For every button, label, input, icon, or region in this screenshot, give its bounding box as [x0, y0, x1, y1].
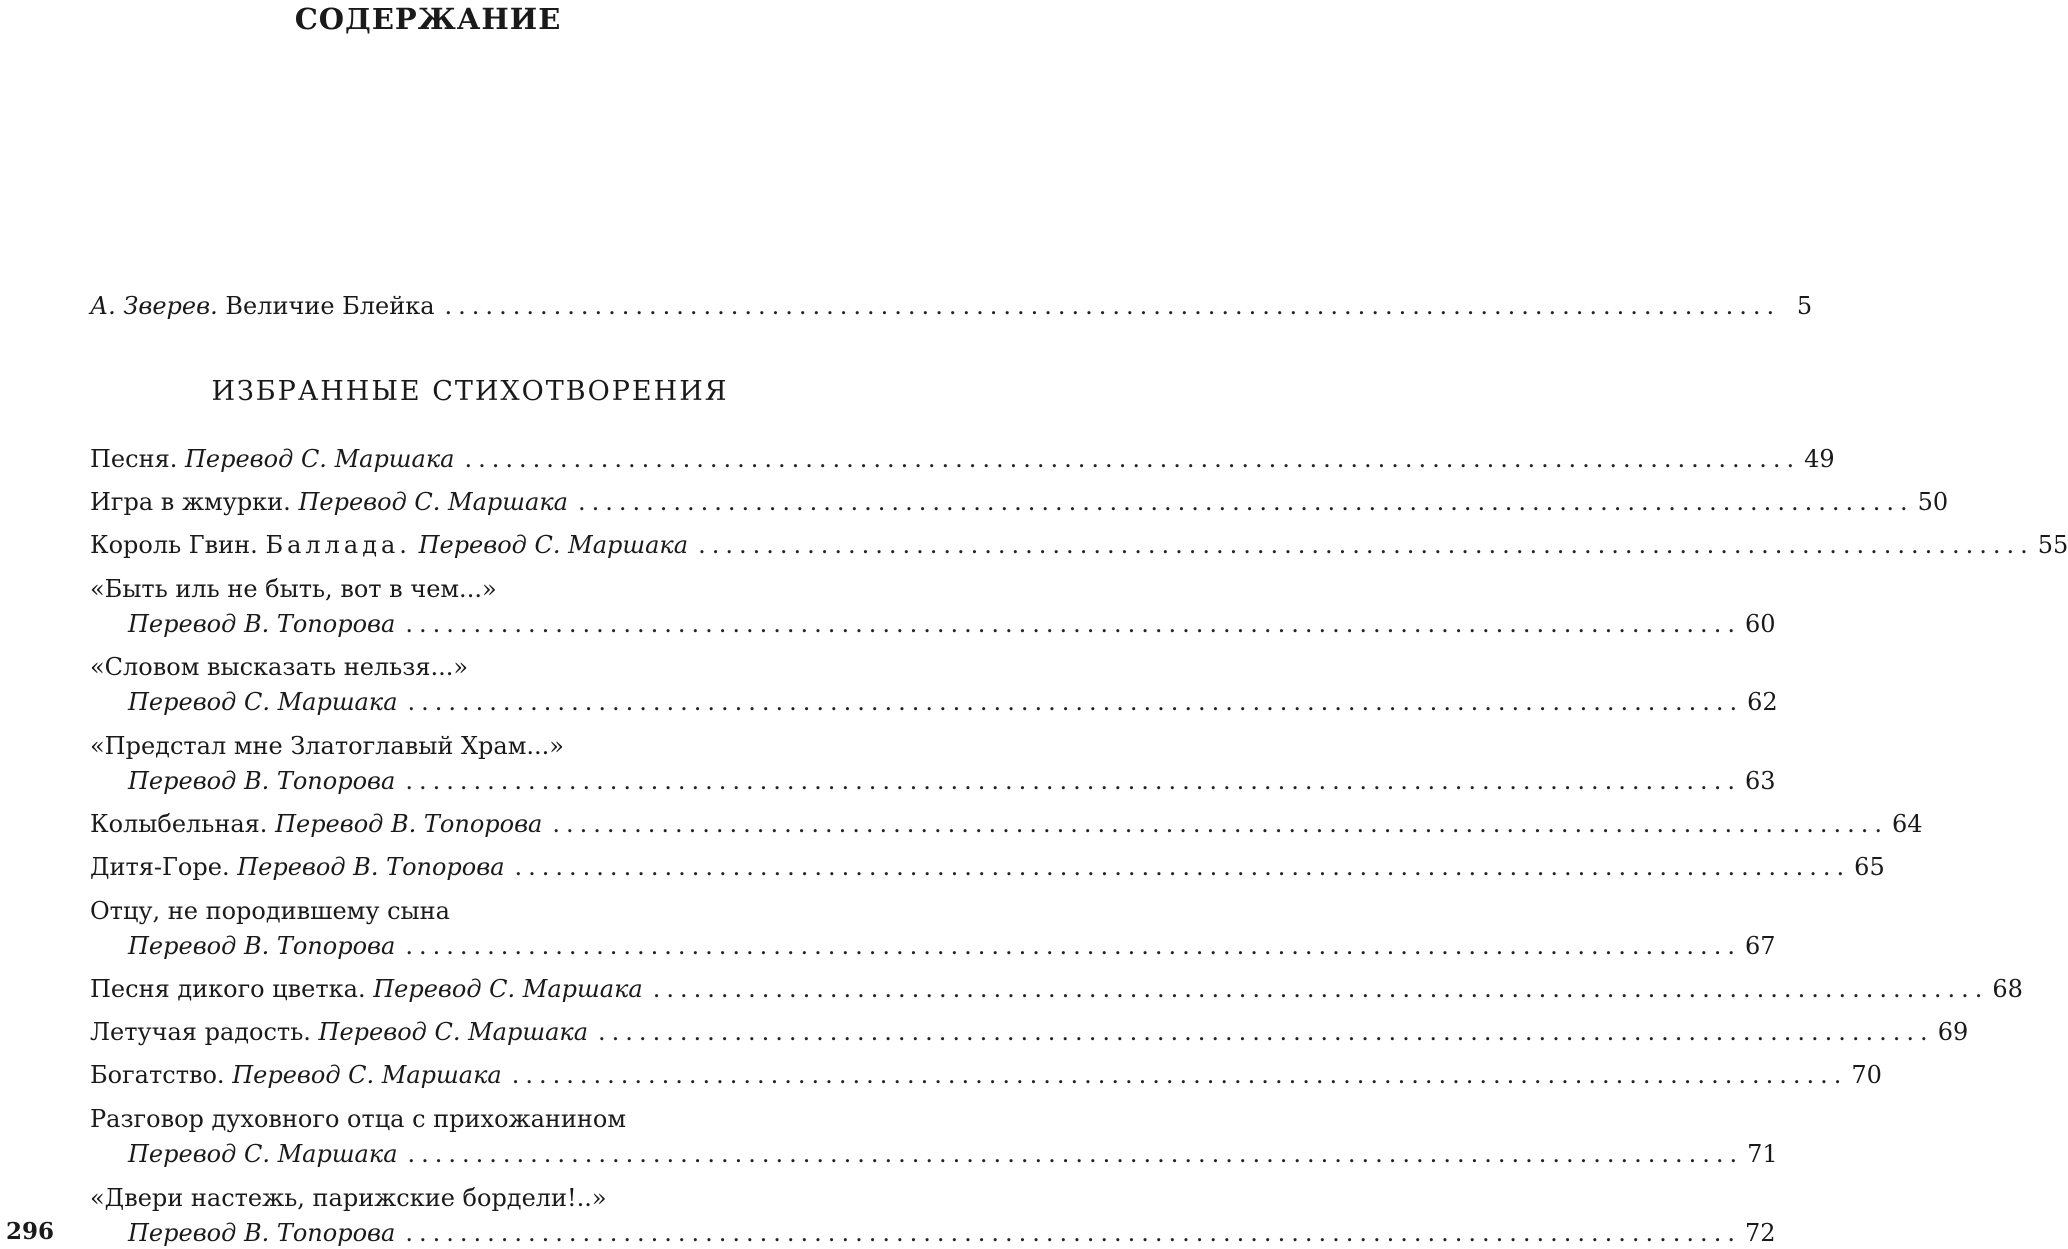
poem-title: Король Гвин. — [90, 531, 258, 559]
dot-leader: .................................................................................................. — [405, 610, 1741, 638]
page-ref: 64 — [1892, 810, 1923, 838]
poem-genre: Баллада. — [265, 531, 411, 559]
page-ref: 69 — [1937, 1018, 1969, 1046]
poem-title: «Предстал мне Златоглавый Храм...» — [90, 732, 564, 760]
dot-leader: .................................................................................................. — [577, 488, 1914, 516]
page-ref: 60 — [1744, 610, 1776, 638]
poem-title: Колыбельная. — [90, 810, 268, 838]
toc-entry — [128, 1219, 1776, 1247]
dot-leader: .................................................................................................. — [598, 1018, 1934, 1046]
toc-entry — [128, 610, 1776, 638]
translator: Перевод С. Маршака — [318, 1018, 589, 1046]
poem-title: Песня дикого цветка. — [90, 975, 366, 1003]
dot-leader: .................................................................................................. — [464, 445, 1801, 473]
toc-entry-title — [90, 1186, 850, 1210]
page-ref: 67 — [1744, 932, 1776, 960]
translator: Перевод В. Топорова — [237, 853, 505, 881]
toc-entry — [90, 531, 2068, 559]
toc-entry-title — [90, 577, 850, 601]
poem-title: Богатство. — [90, 1061, 225, 1089]
poem-title: Отцу, не породившему сына — [90, 897, 450, 925]
page-ref: 68 — [1992, 975, 2023, 1003]
page-ref: 70 — [1851, 1061, 1882, 1089]
dot-leader: .................................................................................................. — [698, 531, 2034, 559]
page-ref: 65 — [1854, 853, 1885, 881]
poem-title: Игра в жмурки. — [90, 488, 291, 516]
page-ref: 63 — [1744, 767, 1776, 795]
toc-entry-intro — [90, 292, 1813, 320]
toc-entry — [90, 488, 1949, 516]
page-ref: 72 — [1744, 1219, 1776, 1247]
toc-entry — [128, 1140, 1778, 1168]
toc-entry — [90, 810, 1923, 838]
toc-entry-title — [90, 734, 850, 758]
poem-title: «Словом высказать нельзя...» — [90, 653, 469, 681]
dot-leader: .................................................................................................. — [407, 1140, 1744, 1168]
dot-leader: .................................................................................................. — [652, 975, 1989, 1003]
dot-leader: .................................................................................................. — [405, 1219, 1741, 1247]
page-ref: 49 — [1804, 445, 1835, 473]
page-title: СОДЕРЖАНИЕ — [294, 2, 562, 36]
poem-title: Летучая радость. — [90, 1018, 311, 1046]
dot-leader: .................................................................................................. — [407, 688, 1744, 716]
translator: Перевод С. Маршака — [373, 975, 643, 1003]
poem-title: «Двери настежь, парижские бордели!..» — [90, 1184, 607, 1212]
toc-entry — [90, 445, 1835, 473]
section-heading: ИЗБРАННЫЕ СТИХОТВОРЕНИЯ — [211, 376, 729, 407]
poem-title: Песня. — [90, 445, 178, 473]
toc-entry-title — [90, 655, 850, 679]
translator: Перевод С. Маршака — [298, 488, 568, 516]
dot-leader: .................................................................................................. — [514, 853, 1851, 881]
page-ref: 5 — [1796, 292, 1813, 320]
translator: Перевод С. Маршака — [128, 1140, 398, 1168]
poem-title: «Быть иль не быть, вот в чем...» — [90, 575, 497, 603]
dot-leader: .................................................................................................. — [444, 292, 1781, 320]
intro-author: А. Зверев. — [90, 292, 218, 320]
page-ref: 50 — [1917, 488, 1949, 516]
dot-leader: .................................................................................................. — [511, 1061, 1848, 1089]
toc-entry-title — [90, 1107, 850, 1131]
toc-entry — [128, 932, 1776, 960]
translator: Перевод В. Топорова — [128, 1219, 396, 1247]
page-ref: 55 — [2037, 531, 2068, 559]
dot-leader: .................................................................................................. — [552, 810, 1889, 838]
dot-leader: .................................................................................................. — [405, 767, 1741, 795]
poem-title: Дитя-Горе. — [90, 853, 230, 881]
toc-entry — [128, 688, 1778, 716]
translator: Перевод С. Маршака — [232, 1061, 502, 1089]
page-ref: 71 — [1747, 1140, 1778, 1168]
toc-entry — [128, 767, 1776, 795]
toc-entry — [90, 853, 1885, 881]
translator: Перевод С. Маршака — [184, 445, 455, 473]
poem-title: Разговор духовного отца с прихожанином — [90, 1105, 627, 1133]
toc-entry — [90, 975, 2023, 1003]
toc-entry — [90, 1018, 1969, 1046]
page-number: 296 — [6, 1218, 55, 1245]
translator: Перевод В. Топорова — [128, 767, 396, 795]
translator: Перевод С. Маршака — [418, 531, 689, 559]
translator: Перевод С. Маршака — [128, 688, 398, 716]
intro-title: Величие Блейка — [225, 292, 435, 320]
translator: Перевод В. Топорова — [128, 932, 396, 960]
translator: Перевод В. Топорова — [275, 810, 543, 838]
dot-leader: .................................................................................................. — [405, 932, 1741, 960]
toc-entry-title — [90, 899, 850, 923]
toc-entry — [90, 1061, 1882, 1089]
page-ref: 62 — [1747, 688, 1778, 716]
translator: Перевод В. Топорова — [128, 610, 396, 638]
